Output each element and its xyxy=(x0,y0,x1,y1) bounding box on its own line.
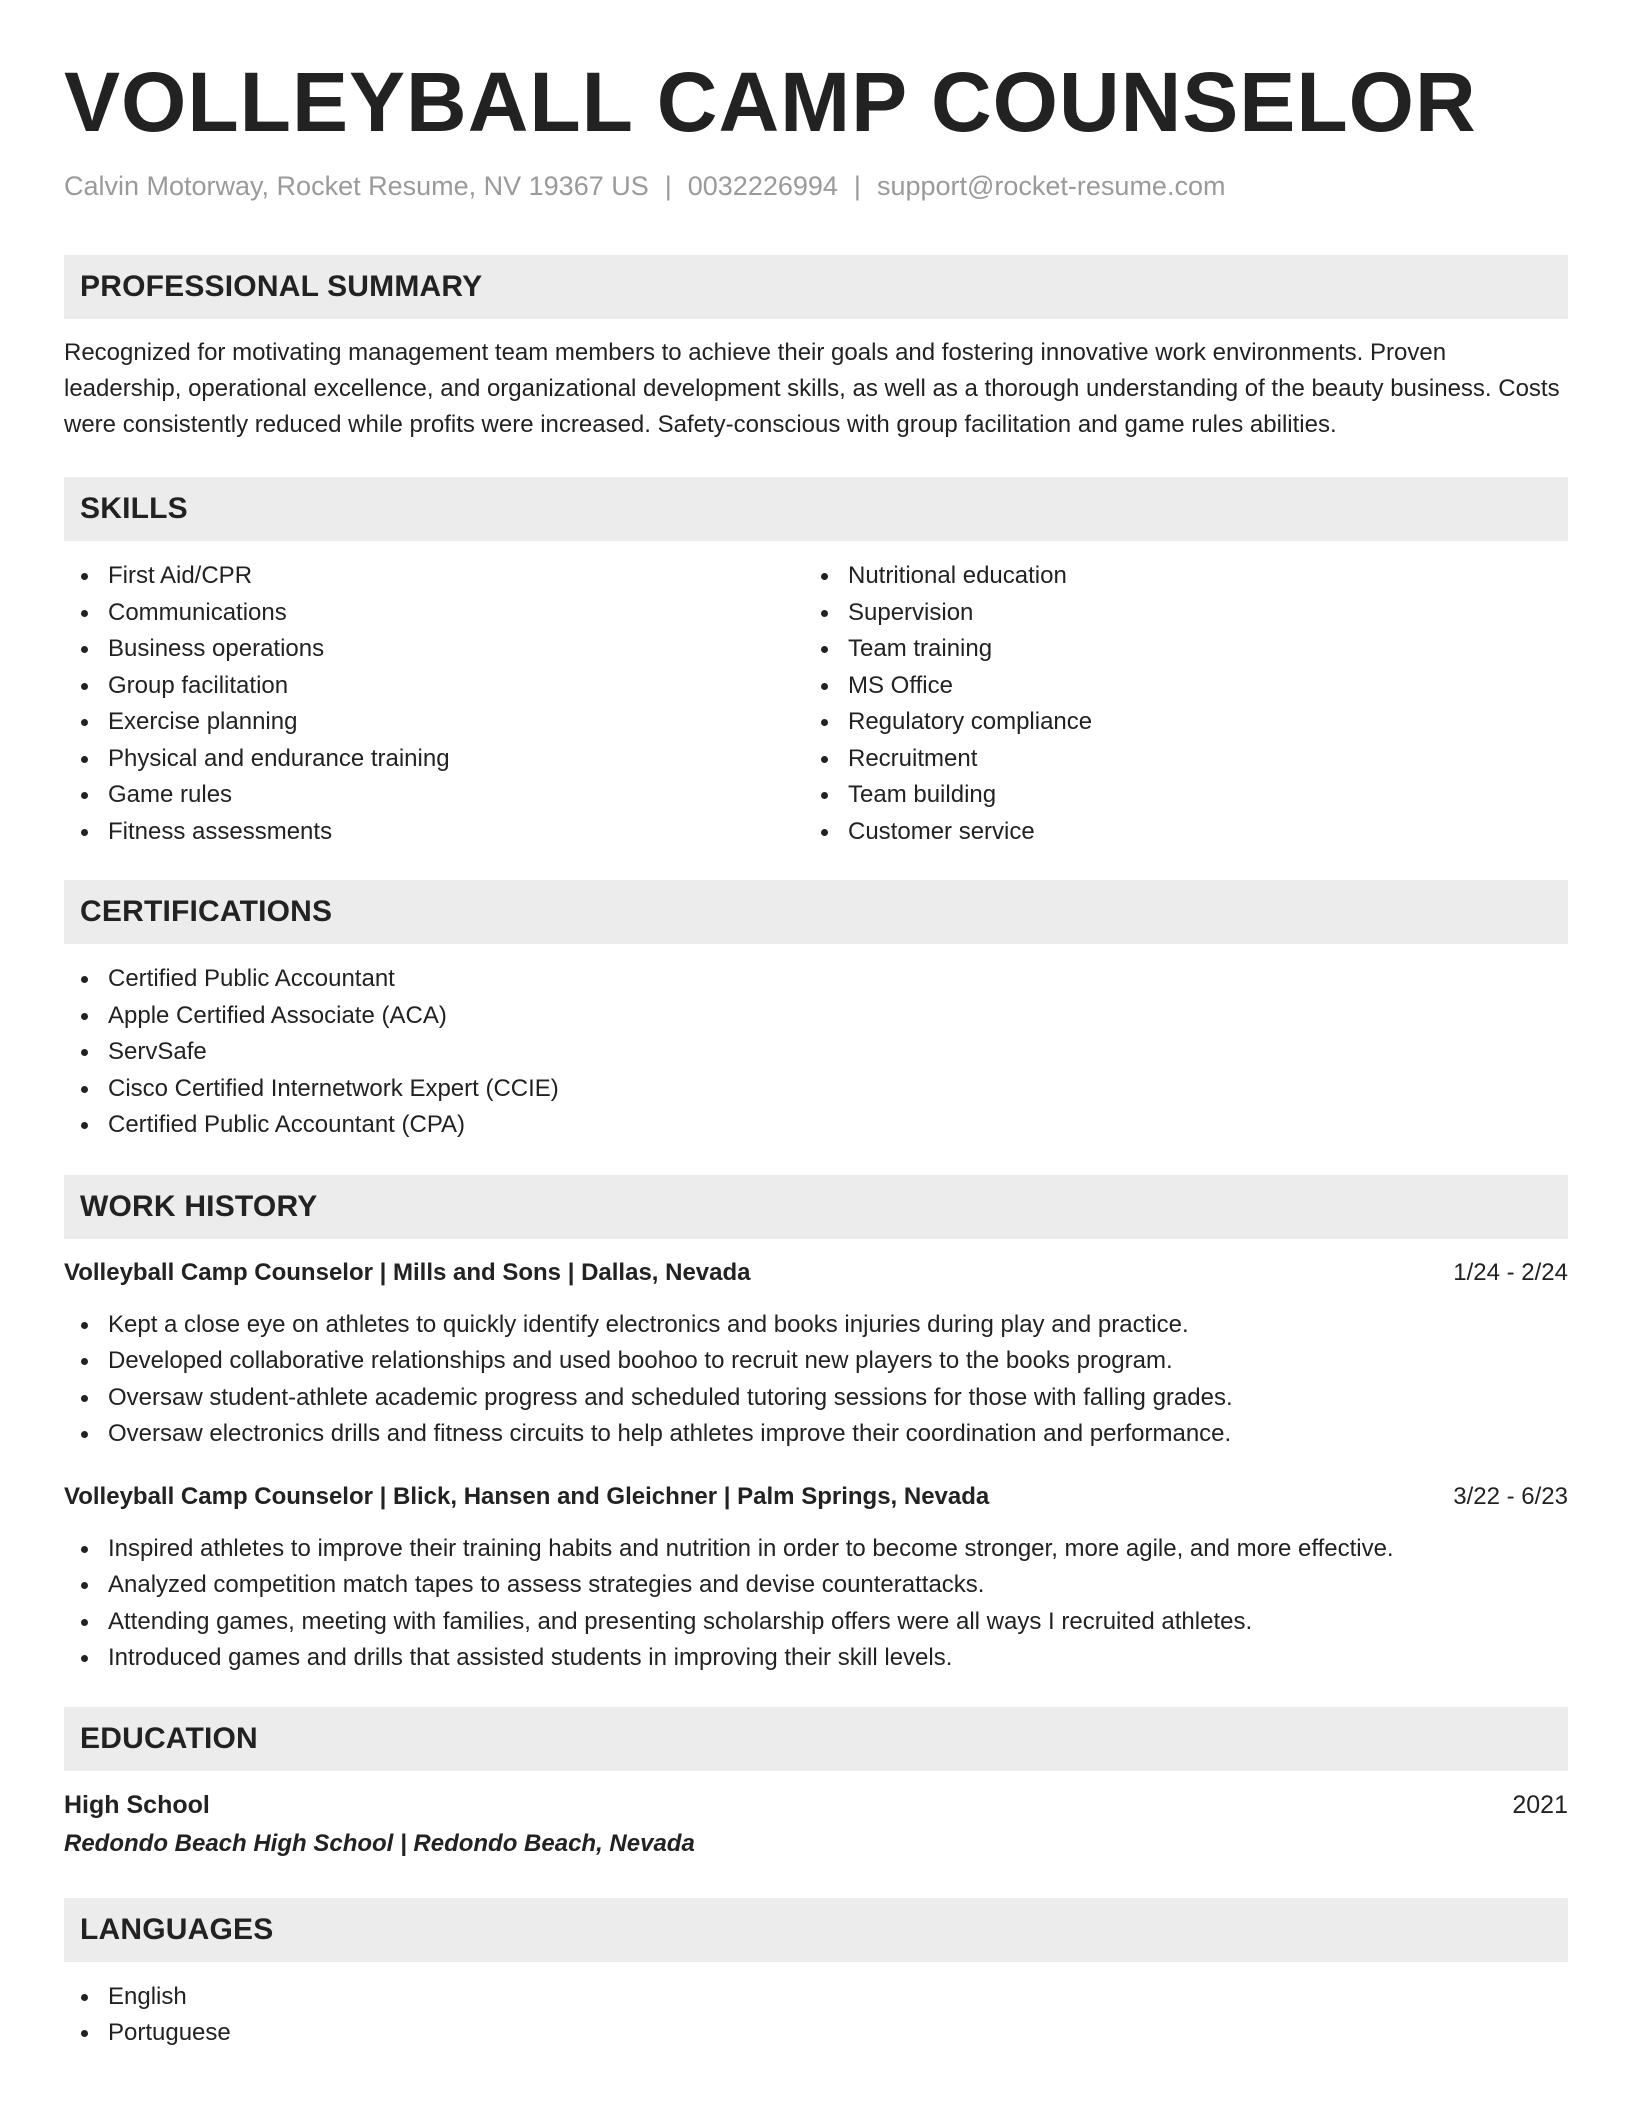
skill-item: Team building xyxy=(804,777,1544,814)
job-bullet: Oversaw electronics drills and fitness circuits to help athletes improve their coordination and performance. xyxy=(64,1416,1568,1453)
job-entry xyxy=(64,1255,1568,1453)
job-bullet: Inspired athletes to improve their training habits and nutrition in order to become stronger, more agile, and more effective. xyxy=(64,1531,1568,1568)
job-dates: 1/24 - 2/24 xyxy=(1453,1258,1568,1286)
skill-item: Communications xyxy=(64,595,804,632)
education-year: 2021 xyxy=(1512,1790,1568,1819)
contact-separator: | xyxy=(664,171,672,201)
contact-address: Calvin Motorway, Rocket Resume, NV 19367 US xyxy=(64,171,649,201)
skill-item: Exercise planning xyxy=(64,704,804,741)
job-entry xyxy=(64,1479,1568,1677)
summary-section xyxy=(64,255,1568,443)
job-bullet: Oversaw student-athlete academic progress and scheduled tutoring sessions for those with falling grades. xyxy=(64,1380,1568,1417)
skill-item: Business operations xyxy=(64,631,804,668)
job-header xyxy=(64,1255,1568,1291)
work-section xyxy=(64,1175,1568,1677)
contact-phone: 0032226994 xyxy=(687,171,838,201)
job-bullet: Analyzed competition match tapes to assess strategies and devise counterattacks. xyxy=(64,1567,1568,1604)
education-heading: EDUCATION xyxy=(64,1707,1568,1771)
skill-item: Physical and endurance training xyxy=(64,741,804,778)
skills-column-right xyxy=(804,558,1544,850)
work-heading: WORK HISTORY xyxy=(64,1175,1568,1239)
job-bullet: Developed collaborative relationships and used boohoo to recruit new players to the books program. xyxy=(64,1343,1568,1380)
skill-item: Recruitment xyxy=(804,741,1544,778)
certification-item: Certified Public Accountant xyxy=(64,961,1568,998)
skill-item: Nutritional education xyxy=(804,558,1544,595)
skill-item: Fitness assessments xyxy=(64,814,804,851)
skill-item: Supervision xyxy=(804,595,1544,632)
education-degree: High School xyxy=(64,1790,210,1819)
job-dates: 3/22 - 6/23 xyxy=(1453,1482,1568,1510)
job-title: Volleyball Camp Counselor | Blick, Hansen and Gleichner | Palm Springs, Nevada xyxy=(64,1482,990,1510)
job-bullet: Kept a close eye on athletes to quickly identify electronics and books injuries during play and practice. xyxy=(64,1307,1568,1344)
skills-heading: SKILLS xyxy=(64,477,1568,541)
languages-heading: LANGUAGES xyxy=(64,1898,1568,1962)
certifications-section xyxy=(64,880,1568,1144)
contact-line xyxy=(64,168,1568,204)
job-bullet: Introduced games and drills that assisted students in improving their skill levels. xyxy=(64,1640,1568,1677)
summary-heading: PROFESSIONAL SUMMARY xyxy=(64,255,1568,319)
job-header xyxy=(64,1479,1568,1515)
contact-separator: | xyxy=(853,171,861,201)
certification-item: Cisco Certified Internetwork Expert (CCIE) xyxy=(64,1071,1568,1108)
certification-item: ServSafe xyxy=(64,1034,1568,1071)
language-item: Portuguese xyxy=(64,2015,1568,2052)
job-title: Volleyball Camp Counselor | Mills and Sons | Dallas, Nevada xyxy=(64,1258,751,1286)
skills-grid xyxy=(64,558,1568,850)
education-header xyxy=(64,1787,1568,1823)
skill-item: Group facilitation xyxy=(64,668,804,705)
job-bullet: Attending games, meeting with families, and presenting scholarship offers were all ways I recruited athletes. xyxy=(64,1604,1568,1641)
resume-name: VOLLEYBALL CAMP COUNSELOR xyxy=(64,55,1477,149)
skill-item: Game rules xyxy=(64,777,804,814)
skill-item: Regulatory compliance xyxy=(804,704,1544,741)
language-item: English xyxy=(64,1979,1568,2016)
languages-section xyxy=(64,1898,1568,2052)
education-school: Redondo Beach High School | Redondo Beach, Nevada xyxy=(64,1829,695,1857)
skill-item: Team training xyxy=(804,631,1544,668)
skills-section xyxy=(64,477,1568,850)
summary-text: Recognized for motivating management team members to achieve their goals and fostering innovative work environments. Proven leadership, operational excellence, and organizational development skills, as well as a thorough understanding of the beauty business. Costs were consistently reduced while profits were increased. Safety-conscious with group facilitation and game rules abilities. xyxy=(64,339,1560,438)
certifications-heading: CERTIFICATIONS xyxy=(64,880,1568,944)
certification-item: Apple Certified Associate (ACA) xyxy=(64,998,1568,1035)
education-section xyxy=(64,1707,1568,1862)
skill-item: Customer service xyxy=(804,814,1544,851)
certification-item: Certified Public Accountant (CPA) xyxy=(64,1107,1568,1144)
skill-item: First Aid/CPR xyxy=(64,558,804,595)
contact-email: support@rocket-resume.com xyxy=(876,171,1226,201)
skill-item: MS Office xyxy=(804,668,1544,705)
skills-column-left xyxy=(64,558,804,850)
